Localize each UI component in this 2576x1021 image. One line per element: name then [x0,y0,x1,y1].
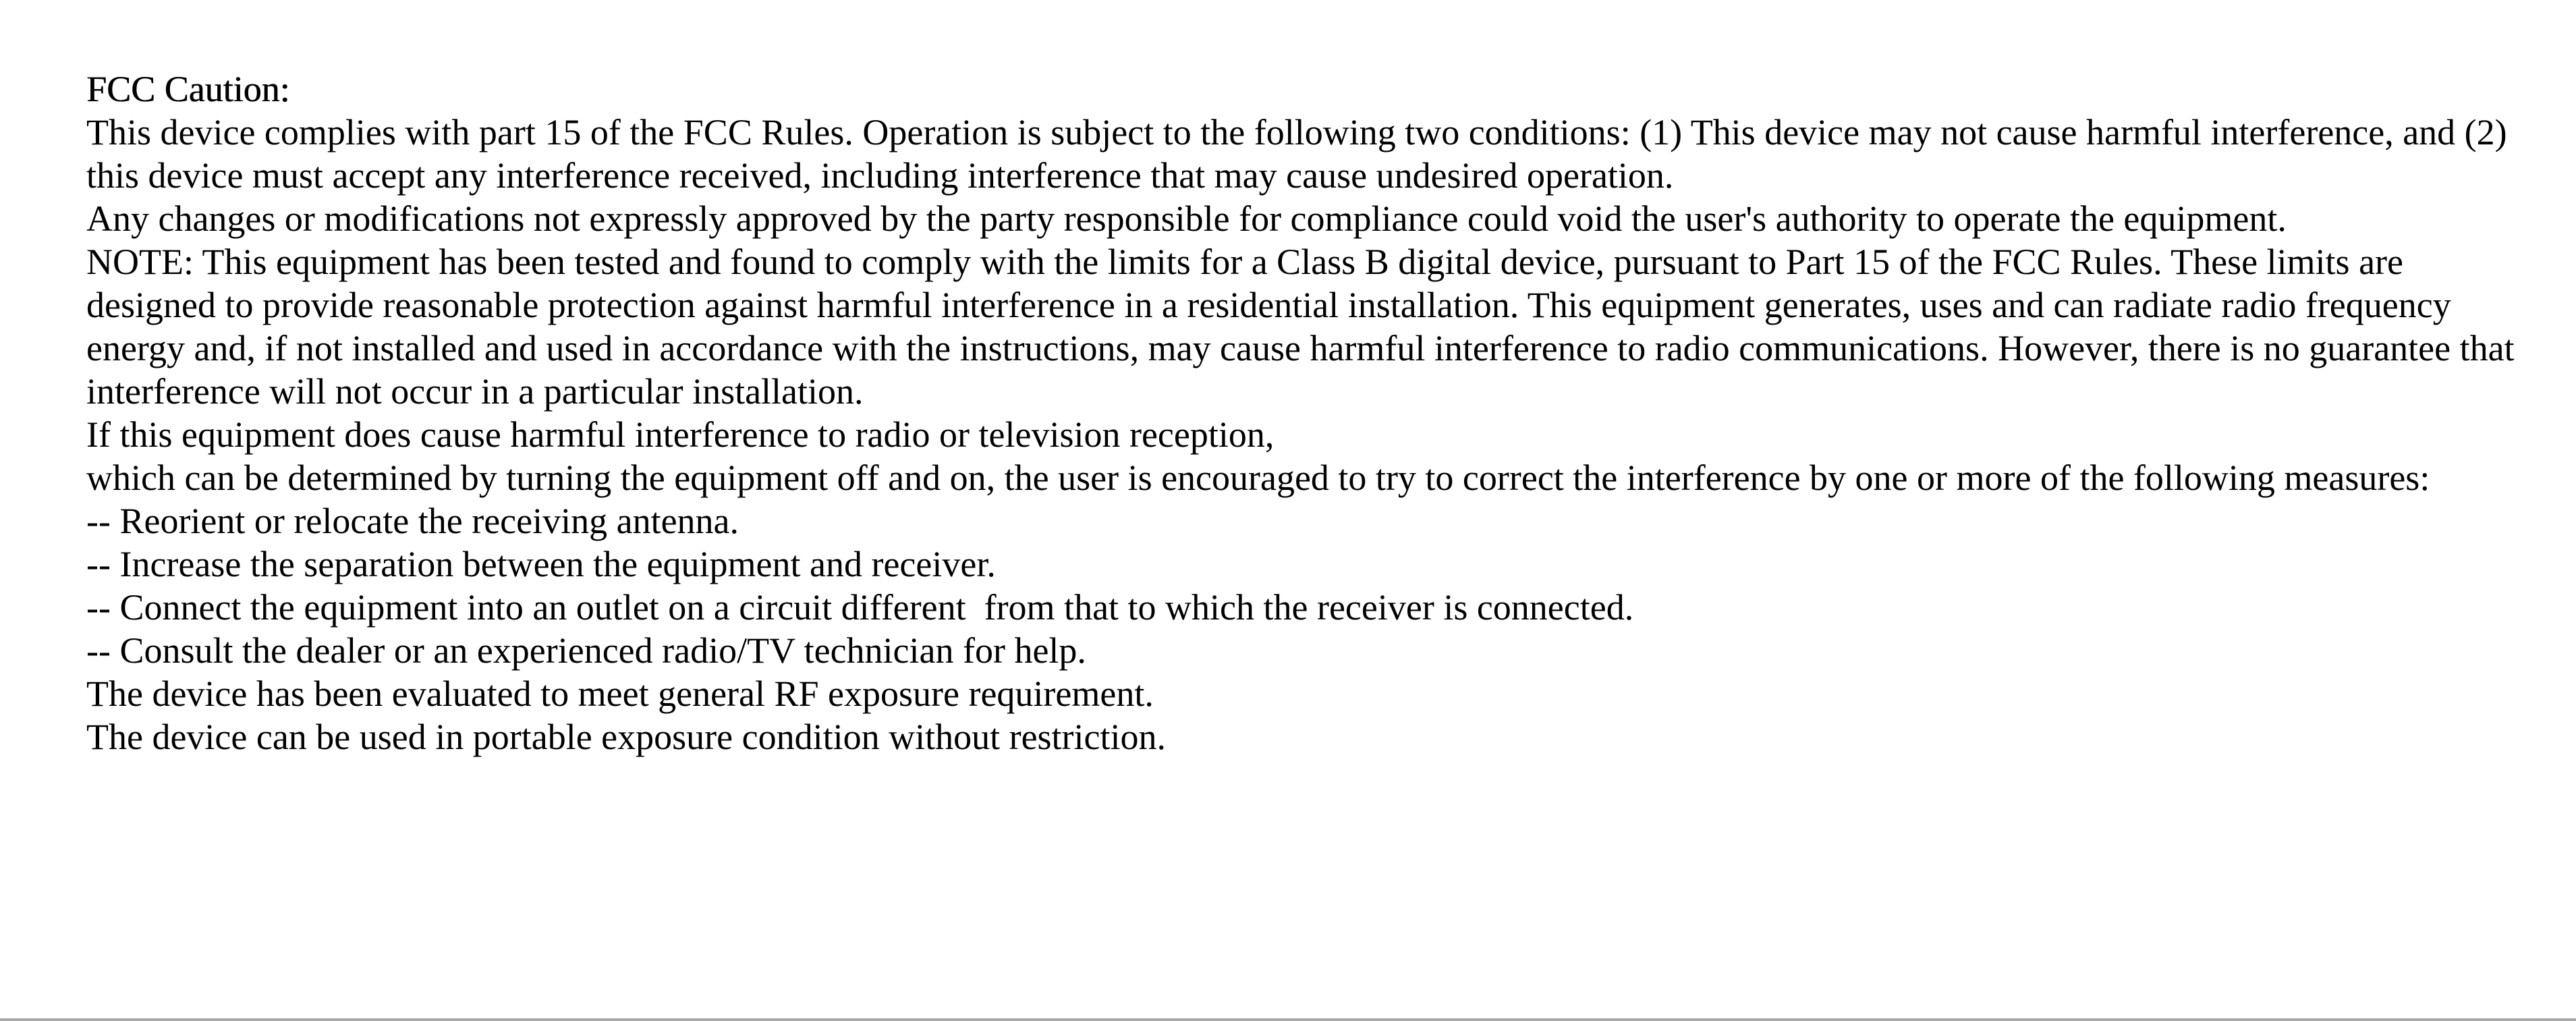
rf-exposure-statement: The device has been evaluated to meet general RF exposure requirement. [86,673,1154,714]
modifications-warning: Any changes or modifications not expressly approved by the party responsible for compliance could void the user's authority to operate the equipment. [86,198,2287,239]
measure-item-separation: -- Increase the separation between the equipment and receiver. [86,544,996,584]
bottom-divider [0,1018,2576,1021]
measure-item-outlet: -- Connect the equipment into an outlet on a circuit different from that to which the receiver is connected. [86,587,1634,628]
measure-item-reorient: -- Reorient or relocate the receiving antenna. [86,501,739,541]
interference-intro: If this equipment does cause harmful interference to radio or television reception, [86,414,1275,455]
fcc-caution-heading: FCC Caution: [86,69,290,109]
fcc-notice [86,67,2529,758]
class-b-note: NOTE: This equipment has been tested and found to comply with the limits for a Class B digital device, pursuant to Part 15 of the FCC Rules. These limits are designed to provide reasonable protection against harmful interference in a residential installation. This equipment generates, uses and can radiate radio frequency energy and, if not installed and used in accordance with the instructions, may cause harmful interference to radio communications. However, there is no guarantee that interference will not occur in a particular installation. [86,242,2515,412]
compliance-statement: This device complies with part 15 of the FCC Rules. Operation is subject to the following two conditions: (1) This device may not cause harmful interference, and (2) this device must accept any interference received, including interference that may cause undesired operation. [86,112,2507,196]
interference-measures-intro: which can be determined by turning the equipment off and on, the user is encouraged to try to correct the interference by one or more of the following measures: [86,458,2430,498]
measure-item-consult: -- Consult the dealer or an experienced radio/TV technician for help. [86,630,1086,671]
portable-exposure-statement: The device can be used in portable exposure condition without restriction. [86,717,1167,757]
